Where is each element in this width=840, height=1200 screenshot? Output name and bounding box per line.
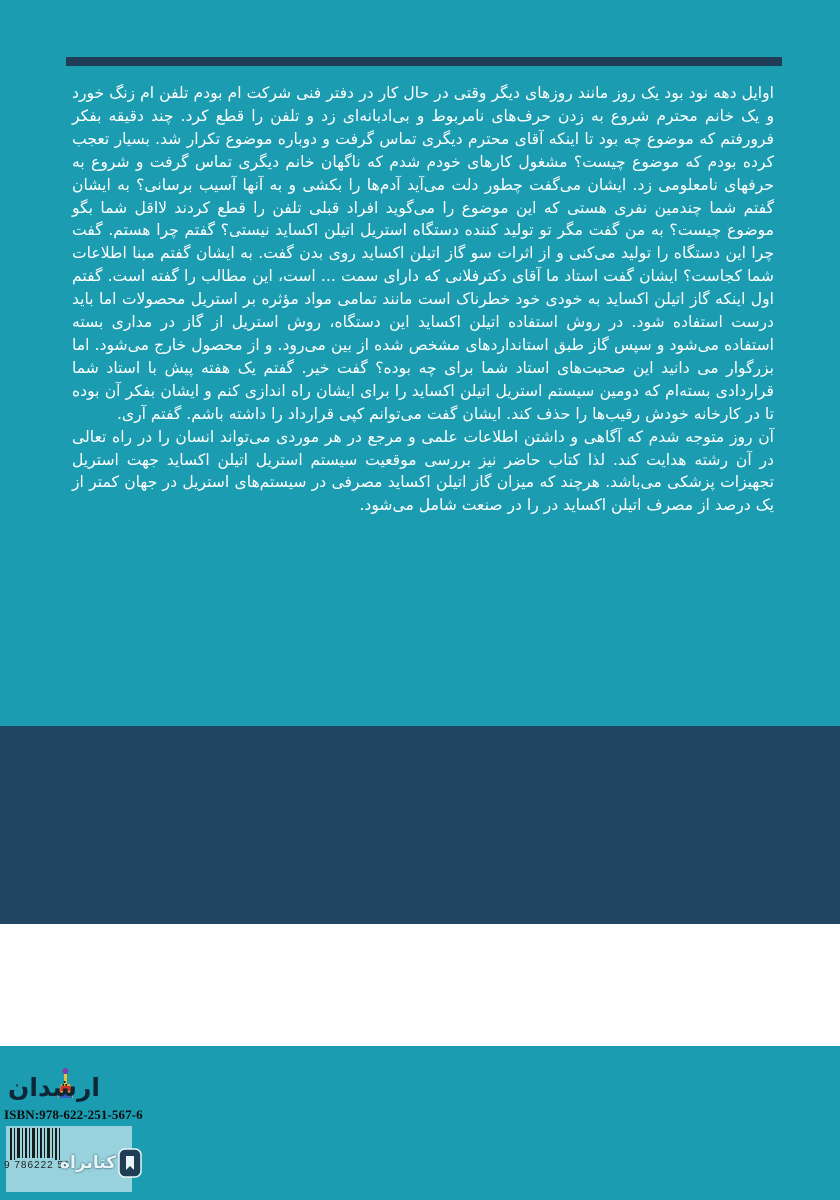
bookmark-icon (118, 1148, 142, 1178)
white-band (0, 924, 840, 1046)
blurb-paragraph: اوایل دهه نود بود یک روز مانند روزهای دیگر وقتی در حال کار در دفتر فنی شرکت ام بودم تلفن ام زنگ خورد و یک خانم محترم شروع به زدن حرف‌های نامربوط و بی‌ادبانه‌ای زد و تلفن را قطع کرد. چند دقیقه بفکر فرورفتم که موضوع چه بود تا اینکه آقای محترم دیگری تماس گرفت و دوباره موضوع تکرار شد. بسیار تعجب کرده بودم که موضوع چیست؟ مشغول کارهای خودم شدم که ناگهان خانم دیگری تماس گرفت و شروع به حرفهای نامعلومی زد. ایشان می‌گفت چطور دلت می‌آید آدم‌ها را بکشی و به آنها آسیب برسانی؟ به ایشان گفتم شما چندمین نفری هستی که این موضوع را می‌گوید افراد قبلی تلفن را قطع کردند لااقل شما بگو موضوع چیست؟ به من گفت مگر تو تولید کننده دستگاه استریل اتیلن اکساید نیستی؟ گفتم چرا هستم. گفت چرا این دستگاه را تولید می‌کنی و از اثرات سو گاز اتیلن اکساید روی بدن گفت. به ایشان گفتم مبنا اطلاعات شما کجاست؟ ایشان گفت استاد ما آقای دکترفلانی که دارای سمت ... است، این مطالب را گفته است. گفتم اول اینکه گاز اتیلن اکساید به خودی خود خطرناک است مانند تمامی مواد مؤثره بر استریل محصولات اما باید درست استفاده شود. در روش استفاده اتیلن اکساید این دستگاه، روش استریل از گاز در مداری بسته استفاده می‌شود و سپس گاز طبق استانداردهای مشخص شده از بین می‌رود. و از محصول خارج می‌شود. اما بزرگوار می دانید این صحبت‌های استاد شما برای چه بوده؟ گفت خیر. گفتم یک هفته پیش با استاد شما قراردادی بسته‌ام که دومین سیستم استریل اتیلن اکساید را برای ایشان راه اندازی کنم و ایشان بفکر آن بوده تا در کارخانه خودش رقیب‌ها را حذف کند. ایشان گفت می‌توانم کپی قرارداد را داشته باشم. گفتم آری. (72, 84, 774, 423)
navy-band (0, 726, 840, 924)
top-divider (66, 57, 782, 66)
barcode-digits: 9 786222 51 (4, 1160, 71, 1171)
watermark-text: کتابراه (60, 1153, 117, 1173)
blurb-paragraph: آن روز متوجه شدم که آگاهی و داشتن اطلاعات علمی و مرجع در هر موردی می‌تواند انسان را در راه تعالی در آن رشته هدایت کند. لذا کتاب حاضر نیز بررسی موقعیت سیستم استریل اتیلن اکساید جهت استریل تجهیزات پزشکی می‌باشد. هرچند که میزان گاز اتیلن اکساید مصرفی در سیستم‌های استریل در جهان کمتر از یک درصد از مصرف اتیلن اکساید در را در صنعت شامل می‌شود. (72, 427, 774, 515)
isbn-label: ISBN:978-622-251-567-6 (4, 1107, 143, 1122)
publisher-logo-icon (8, 1058, 140, 1108)
watermark (60, 1138, 136, 1188)
blurb-text (72, 82, 774, 517)
publisher-logo (8, 1058, 140, 1108)
svg-text:ارشدان: ارشدان (8, 1073, 100, 1102)
